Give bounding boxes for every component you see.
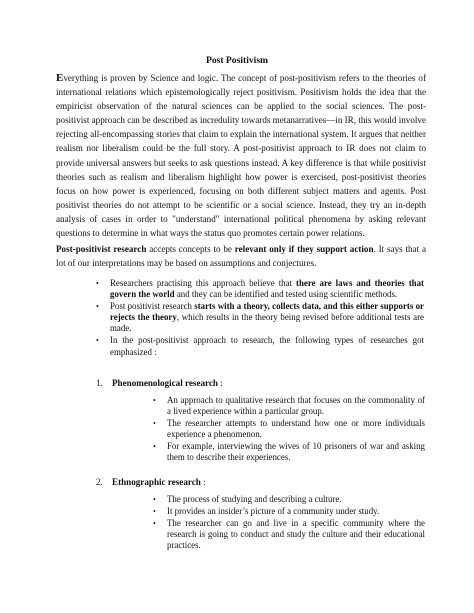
bullet-text: An approach to qualitative research that focuses on the commonality of a lived experience within a particular group. [167,395,425,417]
list-item [153,418,425,440]
bullet-text-bold: starts with a theory, collects data, and this either supports or rejects the theory [110,301,424,323]
bullet-text-post: and they can be identified and tested using scientific methods. [174,289,398,300]
research-paragraph [56,242,426,270]
list-item [96,301,424,334]
section-heading-text: Ethnographic research [112,477,201,487]
section-number: 2. [96,477,103,487]
bullet-text-post: , which results in the theory being revised before additional tests are made. [110,312,424,334]
bullet-icon: • [153,507,156,517]
section-heading-suffix: : [218,378,223,388]
section-heading-text: Phenomenological research [112,378,218,388]
list-item [96,278,424,300]
list-item [153,506,425,517]
list-item [153,494,425,505]
intro-paragraph [56,71,426,240]
section-number: 1. [96,378,103,388]
bullet-text: For example, interviewing the wives of 10 prisoners of war and asking them to describe their experiences. [167,441,425,463]
research-emphasis: relevant only if they support action [234,244,374,254]
bullet-text-pre: Researchers practising this approach believe that [110,278,296,288]
bullet-text-pre: Post positivist research [110,301,195,312]
bullet-text: It provides an insider’s picture of a community under study. [167,506,380,517]
bullet-icon: • [153,495,156,504]
list-item [153,518,425,551]
bullet-icon: • [153,519,156,529]
page-title: Post Positivism [205,55,269,66]
bullet-text-bold: there are laws and theories that govern the world [110,278,424,300]
main-bullet-list [96,278,424,359]
bullet-icon: • [96,336,99,346]
intro-text: verything is proven by Science and logic. The concept of post-positivism refers to the theories of international relations which epistemologically reject positivism. Positivism holds the idea that the empiricist observation of the natural sciences can be applied to the social sciences. The post-positivist approach can be described as incredulity towards metanarratives—in IR, this would involve rejecting all-encompassing stories that claim to explain the international system. It argues that neither realism nor liberalism could be the full story. A post-positivist approach to IR does not claim to provide universal answers but seeks to ask questions instead. A key difference is that while positivist theories such as realism and liberalism highlight how power is exercised, post-positivist theories focus on how power is experienced, focusing on both different subject matters and agents. Post positivist theories do not attempt to be scientific or a social science. Instead, they try an in-depth analysis of cases in order to "understand" international political phenomena by asking relevant questions to determine in what ways the status quo promotes certain power relations. [56,73,426,239]
section-heading-ethnographic [96,476,206,488]
research-term: Post-positivist research [56,244,147,254]
bullet-icon: • [153,419,156,429]
research-text-end: . It says that a lot of our interpretations may be based on assumptions and conjectures. [56,244,426,269]
drop-cap: E [56,72,64,84]
section-heading-suffix: : [200,477,206,487]
bullet-text: The researcher can go and live in a specific community where the research is going to conduct and study the culture and their educational practices. [167,518,425,551]
bullet-text: The researcher attempts to understand how one or more individuals experience a phenomenon. [167,418,425,440]
phenomenological-bullet-list [153,395,425,465]
list-item [153,441,425,463]
list-item [96,335,424,357]
research-text-mid: accepts concepts to be [146,244,235,254]
list-item [153,395,425,417]
section-heading-phenomenological [96,377,223,389]
bullet-text: The process of studying and describing a culture. [167,494,342,504]
bullet-icon: • [153,442,156,452]
ethnographic-bullet-list [153,494,425,552]
bullet-icon: • [96,279,99,288]
bullet-icon: • [96,302,99,312]
bullet-icon: • [153,396,156,405]
bullet-text-pre: In the post-positivist approach to research, the following types of researches got emphasized : [110,335,424,357]
